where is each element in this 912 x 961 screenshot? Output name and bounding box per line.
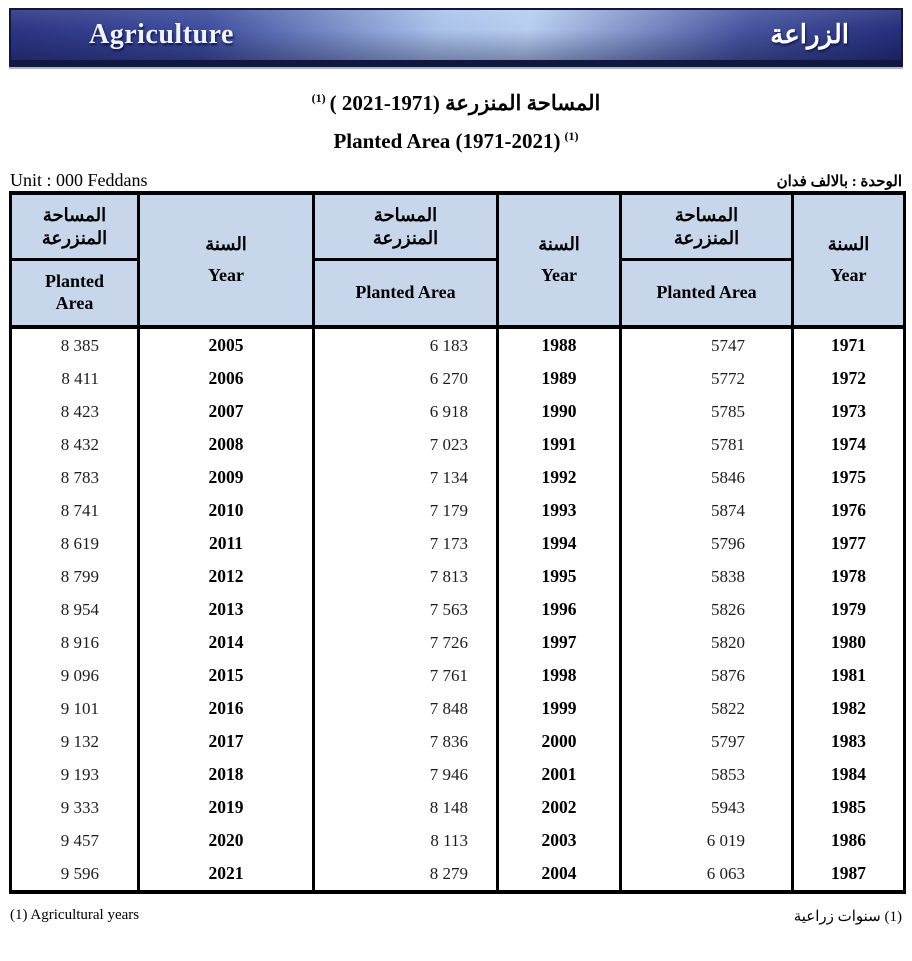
table-header	[11, 193, 905, 327]
header-year-arabic: السنة	[827, 233, 870, 254]
year-value: 1981	[793, 659, 905, 692]
banner-title-english: Agriculture	[89, 19, 234, 50]
year-value: 2014	[139, 626, 314, 659]
table-row	[11, 327, 905, 362]
year-value: 1972	[793, 362, 905, 395]
header-planted-area-col2	[314, 193, 498, 327]
planted-area-value: 5838	[621, 560, 793, 593]
planted-area-value: 5943	[621, 791, 793, 824]
planted-area-value: 5826	[621, 593, 793, 626]
header-year-english: Year	[541, 265, 577, 286]
table-row	[11, 758, 905, 791]
planted-area-value: 7 761	[314, 659, 498, 692]
year-value: 1995	[498, 560, 621, 593]
planted-area-value: 9 457	[11, 824, 139, 857]
planted-area-value: 9 193	[11, 758, 139, 791]
year-value: 1998	[498, 659, 621, 692]
year-value: 2012	[139, 560, 314, 593]
year-value: 2017	[139, 725, 314, 758]
planted-area-value: 8 783	[11, 461, 139, 494]
year-value: 2013	[139, 593, 314, 626]
table-row	[11, 395, 905, 428]
year-value: 1992	[498, 461, 621, 494]
year-value: 2004	[498, 857, 621, 892]
planted-area-value: 7 563	[314, 593, 498, 626]
planted-area-value: 8 423	[11, 395, 139, 428]
planted-area-value: 7 726	[314, 626, 498, 659]
year-value: 1978	[793, 560, 905, 593]
header-year-col1	[139, 193, 314, 327]
footnote-row	[9, 907, 903, 926]
year-value: 1976	[793, 494, 905, 527]
unit-row	[9, 170, 903, 191]
year-value: 1997	[498, 626, 621, 659]
year-value: 1973	[793, 395, 905, 428]
year-value: 1975	[793, 461, 905, 494]
planted-area-value: 7 813	[314, 560, 498, 593]
planted-area-table	[9, 191, 906, 894]
year-value: 2001	[498, 758, 621, 791]
header-year-col2	[498, 193, 621, 327]
year-value: 1977	[793, 527, 905, 560]
year-value: 1988	[498, 327, 621, 362]
table-row	[11, 428, 905, 461]
planted-area-value: 5846	[621, 461, 793, 494]
table-row	[11, 560, 905, 593]
planted-area-value: 5781	[621, 428, 793, 461]
year-value: 2005	[139, 327, 314, 362]
planted-area-value: 5747	[621, 327, 793, 362]
planted-area-value: 6 918	[314, 395, 498, 428]
year-value: 1974	[793, 428, 905, 461]
year-value: 1990	[498, 395, 621, 428]
header-year-col3	[793, 193, 905, 327]
year-value: 2008	[139, 428, 314, 461]
year-value: 1991	[498, 428, 621, 461]
year-value: 1996	[498, 593, 621, 626]
banner-title-arabic: الزراعة	[770, 20, 849, 49]
table-row	[11, 494, 905, 527]
year-value: 2016	[139, 692, 314, 725]
planted-area-value: 8 954	[11, 593, 139, 626]
year-value: 2018	[139, 758, 314, 791]
planted-area-value: 5772	[621, 362, 793, 395]
footnote-arabic: (1) سنوات زراعية	[793, 909, 902, 925]
year-value: 1989	[498, 362, 621, 395]
planted-area-value: 8 148	[314, 791, 498, 824]
planted-area-value: 8 916	[11, 626, 139, 659]
table-row	[11, 593, 905, 626]
planted-area-value: 8 799	[11, 560, 139, 593]
table-row	[11, 461, 905, 494]
header-planted-arabic: المساحة المنزرعة	[673, 205, 740, 248]
planted-area-value: 9 101	[11, 692, 139, 725]
footnote-english: (1) Agricultural years	[10, 907, 140, 923]
planted-area-value: 6 019	[621, 824, 793, 857]
year-value: 2020	[139, 824, 314, 857]
planted-area-value: 5820	[621, 626, 793, 659]
year-value: 1984	[793, 758, 905, 791]
unit-label-arabic: الوحدة : بالالف فدان	[776, 174, 902, 190]
planted-area-value: 9 333	[11, 791, 139, 824]
table-body	[11, 327, 905, 892]
planted-area-value: 8 619	[11, 527, 139, 560]
planted-area-value: 8 432	[11, 428, 139, 461]
header-year-arabic: السنة	[538, 233, 580, 254]
year-value: 2010	[139, 494, 314, 527]
page-title-arabic-text: المساحة المنزرعة (1971-2021 )	[329, 91, 601, 115]
planted-area-value: 8 741	[11, 494, 139, 527]
year-value: 2019	[139, 791, 314, 824]
year-value: 2002	[498, 791, 621, 824]
table-row	[11, 824, 905, 857]
header-planted-area-col1	[11, 193, 139, 327]
year-value: 2011	[139, 527, 314, 560]
planted-area-value: 7 134	[314, 461, 498, 494]
year-value: 1980	[793, 626, 905, 659]
planted-area-value: 8 113	[314, 824, 498, 857]
planted-area-value: 5796	[621, 527, 793, 560]
header-planted-area-col3	[621, 193, 793, 327]
year-value: 1971	[793, 327, 905, 362]
planted-area-value: 7 848	[314, 692, 498, 725]
planted-area-value: 6 063	[621, 857, 793, 892]
planted-area-value: 8 411	[11, 362, 139, 395]
planted-area-value: 7 173	[314, 527, 498, 560]
table-row	[11, 791, 905, 824]
table-row	[11, 857, 905, 892]
planted-area-value: 5853	[621, 758, 793, 791]
year-value: 1993	[498, 494, 621, 527]
year-value: 1999	[498, 692, 621, 725]
year-value: 2015	[139, 659, 314, 692]
header-planted-english: Planted Area	[355, 282, 456, 303]
page-title-arabic	[9, 91, 903, 116]
planted-area-value: 6 270	[314, 362, 498, 395]
planted-area-value: 8 385	[11, 327, 139, 362]
planted-area-value: 6 183	[314, 327, 498, 362]
year-value: 1983	[793, 725, 905, 758]
table-row	[11, 527, 905, 560]
planted-area-value: 8 279	[314, 857, 498, 892]
header-banner	[9, 8, 903, 67]
year-value: 1986	[793, 824, 905, 857]
planted-area-value: 7 179	[314, 494, 498, 527]
header-planted-english: Planted Area	[656, 282, 757, 303]
page-title-english-text: Planted Area (1971-2021)	[333, 129, 561, 153]
planted-area-value: 7 023	[314, 428, 498, 461]
year-value: 2000	[498, 725, 621, 758]
footnote-ref-english: (1)	[564, 129, 579, 143]
planted-area-value: 7 946	[314, 758, 498, 791]
footnote-ref-arabic: (1)	[311, 91, 326, 105]
planted-area-value: 5876	[621, 659, 793, 692]
year-value: 2007	[139, 395, 314, 428]
header-year-arabic: السنة	[205, 233, 247, 254]
planted-area-value: 5785	[621, 395, 793, 428]
header-year-english: Year	[830, 265, 867, 286]
table-row	[11, 626, 905, 659]
year-value: 1979	[793, 593, 905, 626]
year-value: 2003	[498, 824, 621, 857]
header-planted-english: Planted Area	[44, 271, 104, 313]
year-value: 1982	[793, 692, 905, 725]
year-value: 1994	[498, 527, 621, 560]
year-value: 1987	[793, 857, 905, 892]
year-value: 2009	[139, 461, 314, 494]
table-row	[11, 725, 905, 758]
table-row	[11, 692, 905, 725]
planted-area-value: 5822	[621, 692, 793, 725]
table-row	[11, 362, 905, 395]
year-value: 2021	[139, 857, 314, 892]
header-planted-arabic: المساحة المنزرعة	[372, 205, 439, 248]
year-value: 1985	[793, 791, 905, 824]
page-title-english	[9, 129, 903, 154]
year-value: 2006	[139, 362, 314, 395]
planted-area-value: 9 596	[11, 857, 139, 892]
header-year-english: Year	[208, 265, 244, 286]
planted-area-value: 9 096	[11, 659, 139, 692]
planted-area-value: 5797	[621, 725, 793, 758]
header-planted-arabic: المساحة المنزرعة	[41, 205, 108, 248]
unit-label-english: Unit : 000 Feddans	[10, 170, 148, 190]
planted-area-value: 9 132	[11, 725, 139, 758]
planted-area-value: 7 836	[314, 725, 498, 758]
planted-area-value: 5874	[621, 494, 793, 527]
table-row	[11, 659, 905, 692]
